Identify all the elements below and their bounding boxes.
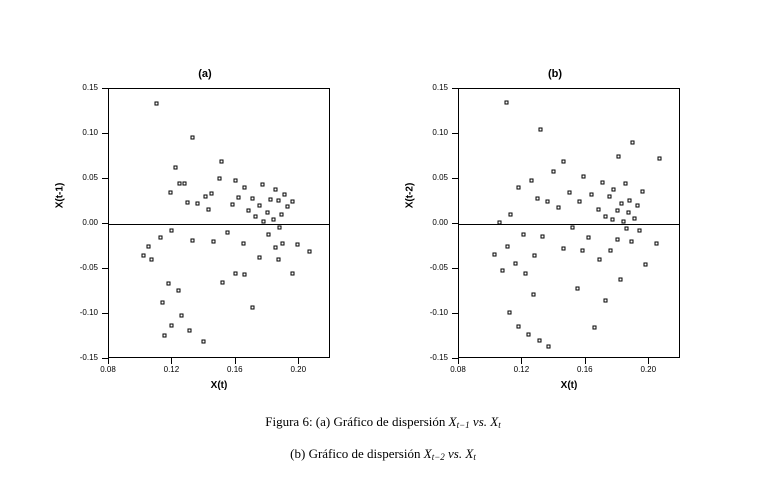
panel-a-y-tick — [102, 88, 108, 89]
data-point — [233, 271, 237, 275]
panel-a-title: (a) — [198, 68, 212, 80]
data-point — [517, 186, 521, 190]
data-point — [529, 178, 533, 182]
data-point — [179, 313, 183, 317]
data-point — [168, 190, 172, 194]
data-point — [590, 193, 594, 197]
data-point — [154, 102, 158, 106]
data-point — [637, 229, 641, 233]
panel-b-plot-area — [458, 88, 680, 358]
panel-b-y-axis-title: X(t-2) — [404, 182, 416, 209]
panel-a-x-tick — [108, 358, 109, 364]
data-point — [536, 196, 540, 200]
data-point — [504, 101, 508, 105]
data-point — [187, 329, 191, 333]
data-point — [195, 202, 199, 206]
data-point — [206, 207, 210, 211]
data-point — [571, 225, 575, 229]
data-point — [271, 217, 275, 221]
data-point — [628, 198, 632, 202]
caption-2-vs: vs. — [444, 446, 466, 461]
data-point — [257, 256, 261, 260]
data-point — [146, 245, 150, 249]
data-point — [533, 254, 537, 258]
data-point — [273, 187, 277, 191]
panel-b-zero-line — [459, 224, 679, 225]
panel-a-y-tick — [102, 178, 108, 179]
data-point — [587, 236, 591, 240]
data-point — [640, 189, 644, 193]
data-point — [615, 238, 619, 242]
panel-a-x-tick-label: 0.12 — [163, 365, 180, 374]
panel-a-y-tick — [102, 268, 108, 269]
data-point — [575, 286, 579, 290]
data-point — [265, 211, 269, 215]
data-point — [167, 282, 171, 286]
data-point — [615, 209, 619, 213]
data-point — [644, 263, 648, 267]
data-point — [625, 227, 629, 231]
panel-a-x-tick — [171, 358, 172, 364]
caption-2-var-a: X — [423, 446, 432, 461]
data-point — [556, 205, 560, 209]
data-point — [617, 155, 621, 159]
data-point — [552, 169, 556, 173]
data-point — [596, 207, 600, 211]
panel-a-y-tick-label: 0.10 — [82, 128, 98, 137]
data-point — [612, 187, 616, 191]
data-point — [243, 186, 247, 190]
panel-a-y-tick — [102, 313, 108, 314]
data-point — [262, 220, 266, 224]
data-point — [254, 214, 258, 218]
data-point — [308, 249, 312, 253]
data-point — [233, 178, 237, 182]
data-point — [210, 192, 214, 196]
data-point — [243, 273, 247, 277]
panel-b-x-axis-title: X(t) — [560, 380, 578, 391]
data-point — [278, 225, 282, 229]
data-point — [170, 229, 174, 233]
data-point — [598, 258, 602, 262]
data-point — [498, 221, 502, 225]
data-point — [251, 305, 255, 309]
panel-a-y-tick-label: -0.10 — [79, 308, 98, 317]
panel-b-y-tick-label: -0.15 — [429, 353, 448, 362]
data-point — [230, 203, 234, 207]
data-point — [290, 271, 294, 275]
panel-b-y-tick — [452, 223, 458, 224]
data-point — [610, 218, 614, 222]
caption-1-sub-b: t — [498, 420, 501, 430]
data-point — [514, 261, 518, 265]
caption-2-sub-b: t — [473, 452, 476, 462]
data-point — [237, 195, 241, 199]
panel-b-x-tick — [521, 358, 522, 364]
panel-b-x-tick — [648, 358, 649, 364]
chart-panel-b — [390, 60, 720, 390]
panel-b-x-tick — [458, 358, 459, 364]
caption-2-var-b: X — [465, 446, 474, 461]
panel-a-x-axis-title: X(t) — [210, 380, 228, 391]
data-point — [604, 298, 608, 302]
panel-a-y-tick-label: 0.00 — [82, 218, 98, 227]
caption-1-prefix: Figura 6: (a) Gráfico de dispersión — [265, 414, 449, 429]
data-point — [276, 258, 280, 262]
data-point — [279, 213, 283, 217]
panel-b-y-tick-label: 0.15 — [432, 83, 448, 92]
panel-a-y-tick-label: -0.15 — [79, 353, 98, 362]
data-point — [257, 204, 261, 208]
panel-b-y-tick-label: -0.05 — [429, 263, 448, 272]
data-point — [658, 157, 662, 161]
data-point — [623, 182, 627, 186]
data-point — [260, 183, 264, 187]
data-point — [580, 249, 584, 253]
caption-1-var-b: X — [490, 414, 499, 429]
caption-1-sub-a: t−1 — [456, 420, 470, 430]
data-point — [655, 241, 659, 245]
data-point — [609, 249, 613, 253]
data-point — [506, 245, 510, 249]
panel-b-y-tick-label: 0.10 — [432, 128, 448, 137]
data-point — [160, 301, 164, 305]
data-point — [537, 339, 541, 343]
panel-a-y-axis-title: X(t-1) — [54, 182, 66, 209]
data-point — [636, 204, 640, 208]
data-point — [295, 242, 299, 246]
data-point — [631, 141, 635, 145]
data-point — [183, 182, 187, 186]
data-point — [178, 181, 182, 185]
panel-b-y-tick — [452, 88, 458, 89]
data-point — [507, 311, 511, 315]
panel-b-y-tick-label: 0.00 — [432, 218, 448, 227]
panel-a-y-tick-label: -0.05 — [79, 263, 98, 272]
data-point — [162, 333, 166, 337]
panel-a-plot-area — [108, 88, 330, 358]
data-point — [541, 234, 545, 238]
panel-b-y-tick-label: 0.05 — [432, 173, 448, 182]
data-point — [531, 293, 535, 297]
caption-2-sub-a: t−2 — [431, 452, 445, 462]
data-point — [545, 199, 549, 203]
data-point — [633, 216, 637, 220]
panel-b-title: (b) — [547, 68, 563, 80]
panel-b-y-tick-label: -0.10 — [429, 308, 448, 317]
data-point — [251, 196, 255, 200]
data-point — [246, 209, 250, 213]
data-point — [267, 232, 271, 236]
panel-b-x-tick-label: 0.12 — [513, 365, 530, 374]
data-point — [221, 280, 225, 284]
figure-caption-line-1 — [0, 414, 766, 430]
data-point — [286, 204, 290, 208]
data-point — [281, 241, 285, 245]
data-point — [283, 193, 287, 197]
data-point — [225, 231, 229, 235]
panel-a-x-tick-label: 0.08 — [100, 365, 116, 374]
panel-b-y-tick — [452, 178, 458, 179]
data-point — [186, 201, 190, 205]
data-point — [276, 198, 280, 202]
data-point — [159, 236, 163, 240]
data-point — [629, 240, 633, 244]
data-point — [273, 246, 277, 250]
panel-a-x-tick-label: 0.20 — [290, 365, 307, 374]
chart-panel-a — [40, 60, 370, 390]
data-point — [547, 345, 551, 349]
data-point — [170, 323, 174, 327]
data-point — [523, 272, 527, 276]
data-point — [218, 177, 222, 181]
data-point — [202, 339, 206, 343]
data-point — [191, 239, 195, 243]
panel-a-y-tick — [102, 133, 108, 134]
panel-b-y-tick — [452, 313, 458, 314]
figure-caption-line-2 — [0, 446, 766, 462]
data-point — [539, 128, 543, 132]
data-point — [149, 258, 153, 262]
data-point — [620, 202, 624, 206]
panel-b-y-tick — [452, 268, 458, 269]
data-point — [203, 195, 207, 199]
data-point — [604, 214, 608, 218]
data-point — [191, 135, 195, 139]
caption-2-prefix: (b) Gráfico de dispersión — [290, 446, 424, 461]
panel-a-y-tick — [102, 223, 108, 224]
data-point — [568, 191, 572, 195]
panel-b-x-tick — [585, 358, 586, 364]
panel-b-x-tick-label: 0.20 — [640, 365, 657, 374]
data-point — [241, 241, 245, 245]
data-point — [211, 240, 215, 244]
panel-a-y-tick-label: 0.05 — [82, 173, 98, 182]
panel-a-x-tick — [235, 358, 236, 364]
data-point — [219, 159, 223, 163]
data-point — [176, 288, 180, 292]
data-point — [141, 254, 145, 258]
panel-b-x-tick-label: 0.16 — [577, 365, 593, 374]
data-point — [501, 268, 505, 272]
data-point — [582, 175, 586, 179]
data-point — [593, 325, 597, 329]
data-point — [509, 213, 513, 217]
data-point — [526, 332, 530, 336]
panel-a-x-tick — [298, 358, 299, 364]
data-point — [577, 200, 581, 204]
caption-1-vs: vs. — [469, 414, 491, 429]
data-point — [626, 211, 630, 215]
data-point — [601, 180, 605, 184]
data-point — [522, 232, 526, 236]
panel-b-y-tick — [452, 133, 458, 134]
data-point — [493, 252, 497, 256]
data-point — [173, 166, 177, 170]
data-point — [517, 324, 521, 328]
panel-b-x-tick-label: 0.08 — [450, 365, 466, 374]
data-point — [618, 277, 622, 281]
panel-a-y-tick-label: 0.15 — [82, 83, 98, 92]
data-point — [621, 220, 625, 224]
panel-a-zero-line — [109, 224, 329, 225]
data-point — [607, 195, 611, 199]
data-point — [290, 199, 294, 203]
panel-a-x-tick-label: 0.16 — [227, 365, 243, 374]
data-point — [561, 159, 565, 163]
caption-1-var-a: X — [448, 414, 457, 429]
data-point — [268, 197, 272, 201]
data-point — [561, 247, 565, 251]
